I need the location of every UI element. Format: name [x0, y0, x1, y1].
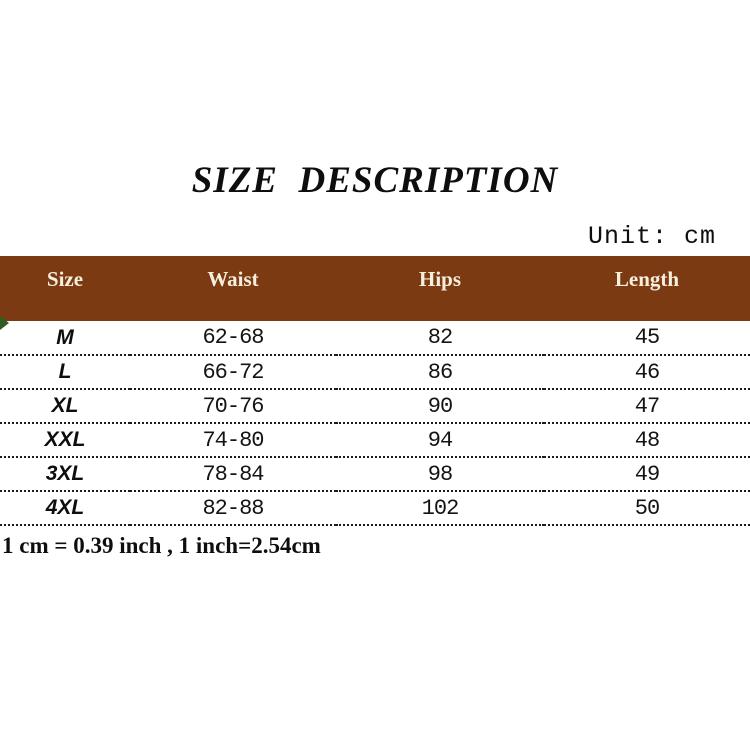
size-cell: 3XL	[0, 457, 130, 491]
green-corner-accent-icon	[0, 316, 9, 330]
length-cell: 45	[544, 321, 750, 355]
length-cell: 48	[544, 423, 750, 457]
size-cell: 4XL	[0, 491, 130, 525]
header-cell-hips: Hips	[336, 256, 544, 321]
waist-cell: 66-72	[130, 355, 336, 389]
table-row	[0, 355, 750, 389]
size-cell: XL	[0, 389, 130, 423]
unit-label: Unit: cm	[587, 221, 716, 251]
waist-cell: 74-80	[130, 423, 336, 457]
hips-cell: 102	[336, 491, 544, 525]
size-cell: M	[0, 321, 130, 355]
waist-cell: 82-88	[130, 491, 336, 525]
hips-cell: 82	[336, 321, 544, 355]
size-table-body	[0, 321, 750, 525]
length-cell: 47	[544, 389, 750, 423]
table-row	[0, 423, 750, 457]
size-table	[0, 256, 750, 526]
hips-cell: 98	[336, 457, 544, 491]
length-cell: 50	[544, 491, 750, 525]
header-row	[0, 256, 750, 321]
table-row	[0, 389, 750, 423]
table-row	[0, 457, 750, 491]
hips-cell: 94	[336, 423, 544, 457]
conversion-note: 1 cm = 0.39 inch , 1 inch=2.54cm	[2, 533, 321, 559]
size-table-header	[0, 256, 750, 321]
waist-cell: 70-76	[130, 389, 336, 423]
header-cell-length: Length	[544, 256, 750, 321]
waist-cell: 62-68	[130, 321, 336, 355]
header-cell-size: Size	[0, 256, 130, 321]
size-cell: XXL	[0, 423, 130, 457]
header-cell-waist: Waist	[130, 256, 336, 321]
length-cell: 46	[544, 355, 750, 389]
hips-cell: 90	[336, 389, 544, 423]
waist-cell: 78-84	[130, 457, 336, 491]
table-row	[0, 491, 750, 525]
table-row	[0, 321, 750, 355]
length-cell: 49	[544, 457, 750, 491]
hips-cell: 86	[336, 355, 544, 389]
page-title: SIZE DESCRIPTION	[191, 160, 559, 201]
size-cell: L	[0, 355, 130, 389]
